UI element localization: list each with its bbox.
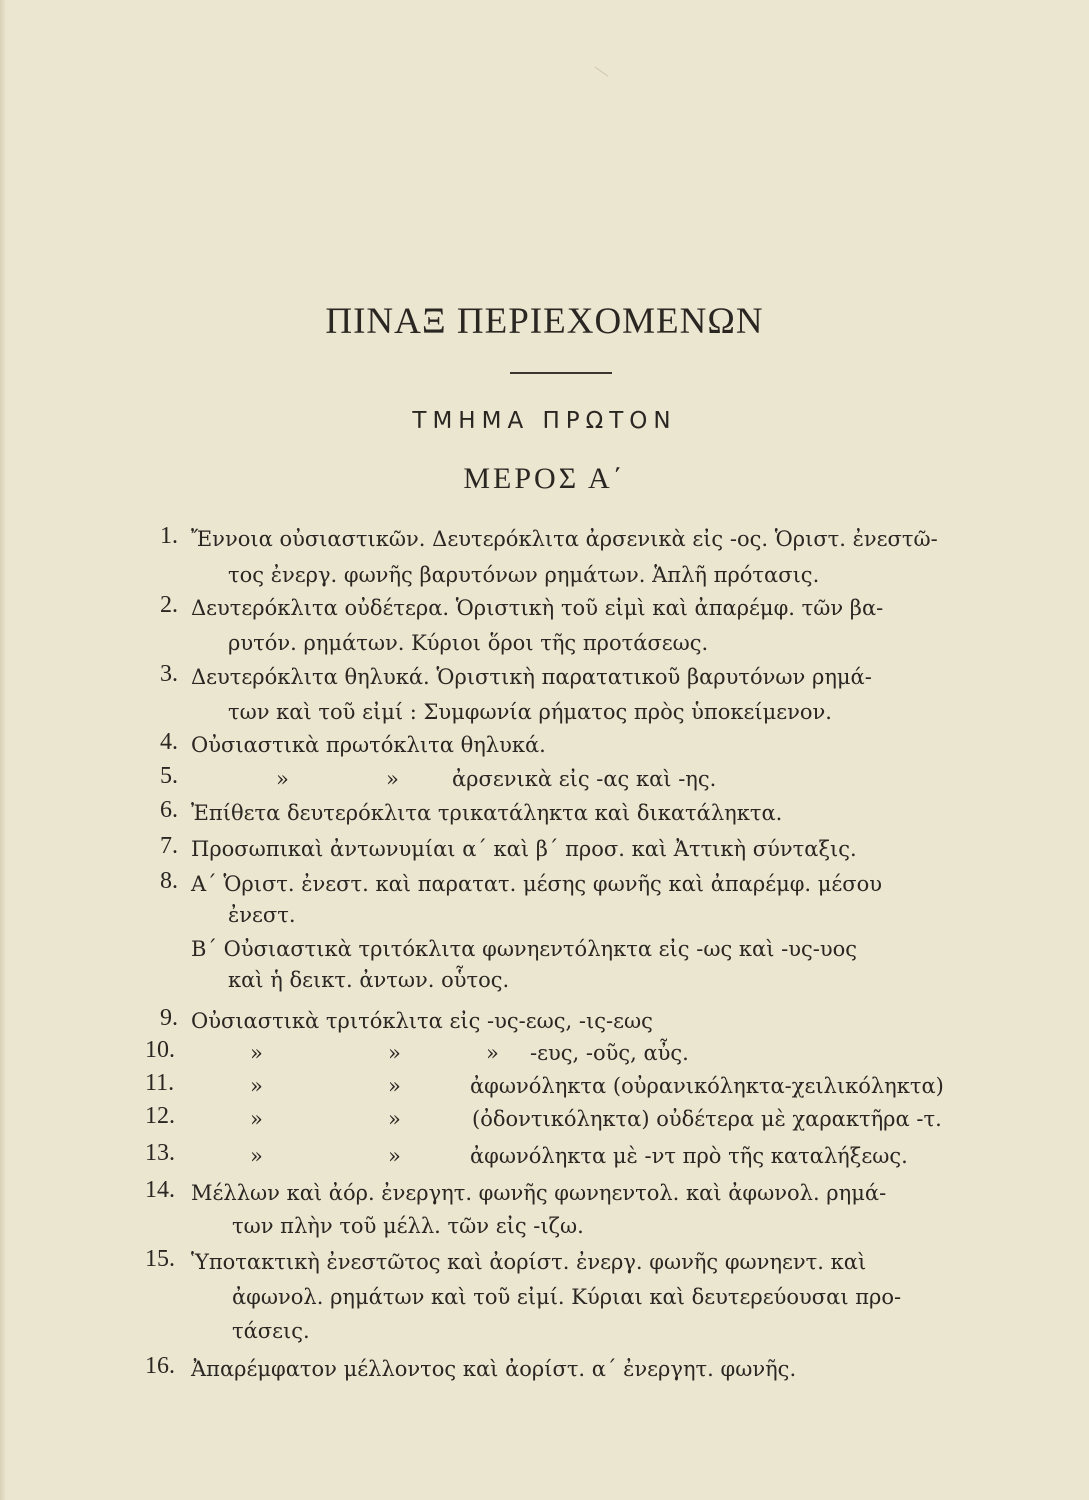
entry-number: 4.: [160, 729, 178, 755]
ditto-mark: »: [250, 1041, 263, 1065]
ditto-mark: »: [250, 1074, 263, 1098]
entry-number: 15.: [145, 1246, 175, 1272]
ditto-mark: »: [388, 1144, 401, 1168]
entry-text: Α΄ Ὁριστ. ἐνεστ. καὶ παρατατ. μέσης φωνῆς καὶ ἀπαρέμφ. μέσου: [191, 872, 883, 896]
entry-text: Μέλλων καὶ ἀόρ. ἐνεργητ. φωνῆς φωνηεντολ. καὶ ἀφωνολ. ρημά-: [191, 1181, 887, 1205]
entry-text: Οὐσιαστικὰ πρωτόκλιτα θηλυκά.: [191, 733, 546, 757]
entry-text: Δευτερόκλιτα θηλυκά. Ὁριστικὴ παρατατικοῦ βαρυτόνων ρημά-: [191, 665, 872, 689]
entry-text: Ὑποτακτικὴ ἐνεστῶτος καὶ ἀορίστ. ἐνεργ. φωνῆς φωνηεντ. καὶ: [191, 1250, 867, 1274]
title-rule: [510, 372, 612, 374]
paper-mark: [588, 67, 609, 87]
entry-text: των πλὴν τοῦ μέλλ. τῶν εἰς -ιζω.: [232, 1214, 584, 1238]
ditto-mark: »: [386, 767, 399, 791]
entry-text: Β΄ Οὐσιαστικὰ τριτόκλιτα φωνηεντόληκτα εἰς -ως καὶ -υς-υος: [191, 937, 857, 961]
entry-text: των καὶ τοῦ εἰμί : Συμφωνία ρήματος πρὸς ὑποκείμενον.: [228, 700, 832, 724]
entry-number: 13.: [145, 1140, 175, 1166]
entry-text: Δευτερόκλιτα οὐδέτερα. Ὁριστικὴ τοῦ εἰμὶ καὶ ἀπαρέμφ. τῶν βα-: [191, 596, 884, 620]
entry-number: 1.: [160, 523, 178, 549]
entry-text: ἀρσενικὰ εἰς -ας καὶ -ης.: [452, 767, 717, 791]
entry-text: Οὐσιαστικὰ τριτόκλιτα εἰς -υς-εως, -ις-εως: [191, 1009, 653, 1033]
entry-text: -ευς, -οῦς, αὖς.: [530, 1041, 689, 1065]
entry-text: καὶ ἡ δεικτ. ἀντων. οὗτος.: [228, 968, 510, 992]
entry-text: Ἐπίθετα δευτερόκλιτα τρικατάληκτα καὶ δικατάληκτα.: [191, 801, 783, 825]
entry-text: τάσεις.: [232, 1319, 310, 1343]
page-title: ΠΙΝΑΞ ΠΕΡΙΕΧΟΜΕΝΩΝ: [325, 301, 764, 342]
entry-number: 12.: [145, 1103, 175, 1129]
entry-text: Ἀπαρέμφατον μέλλοντος καὶ ἀορίστ. α΄ ἐνεργητ. φωνῆς.: [191, 1357, 797, 1381]
entry-number: 3.: [160, 661, 178, 687]
entry-number: 2.: [160, 592, 178, 618]
entry-number: 11.: [145, 1070, 175, 1096]
ditto-mark: »: [388, 1107, 401, 1131]
entry-text: ἀφωνόληκτα (οὐρανικόληκτα-χειλικόληκτα): [470, 1074, 944, 1098]
ditto-mark: »: [276, 767, 289, 791]
entry-text: ἐνεστ.: [228, 903, 296, 927]
entry-number: 8.: [160, 868, 178, 894]
entry-number: 7.: [160, 833, 178, 859]
ditto-mark: »: [250, 1144, 263, 1168]
ditto-mark: »: [250, 1107, 263, 1131]
entry-number: 16.: [145, 1353, 175, 1379]
ditto-mark: »: [486, 1041, 499, 1065]
entry-text: ρυτόν. ρημάτων. Κύριοι ὅροι τῆς προτάσεως.: [228, 631, 709, 655]
entry-text: Προσωπικαὶ ἀντωνυμίαι α΄ καὶ β΄ προσ. καὶ Ἀττικὴ σύνταξις.: [191, 837, 857, 861]
part-heading: ΜΕΡΟΣ Α΄: [463, 462, 626, 495]
entry-number: 9.: [160, 1005, 178, 1031]
entry-number: 5.: [160, 763, 178, 789]
entry-text: (ὀδοντικόληκτα) οὐδέτερα μὲ χαρακτῆρα -τ.: [472, 1107, 942, 1131]
entry-text: ἀφωνόληκτα μὲ -ντ πρὸ τῆς καταλήξεως.: [470, 1144, 908, 1168]
entry-text: ἀφωνολ. ρημάτων καὶ τοῦ εἰμί. Κύριαι καὶ δευτερεύουσαι προ-: [232, 1285, 902, 1309]
ditto-mark: »: [388, 1074, 401, 1098]
entry-text: Ἔννοια οὐσιαστικῶν. Δευτερόκλιτα ἀρσενικὰ εἰς -ος. Ὁριστ. ἐνεστῶ-: [191, 527, 938, 551]
section-heading: ΤΜΗΜΑ ΠΡΩΤΟΝ: [412, 408, 677, 434]
entry-number: 14.: [145, 1177, 175, 1203]
ditto-mark: »: [388, 1041, 401, 1065]
entry-number: 6.: [160, 797, 178, 823]
entry-number: 10.: [145, 1037, 175, 1063]
page-edge: [0, 0, 6, 1500]
entry-text: τος ἐνεργ. φωνῆς βαρυτόνων ρημάτων. Ἁπλῆ πρότασις.: [228, 563, 820, 587]
